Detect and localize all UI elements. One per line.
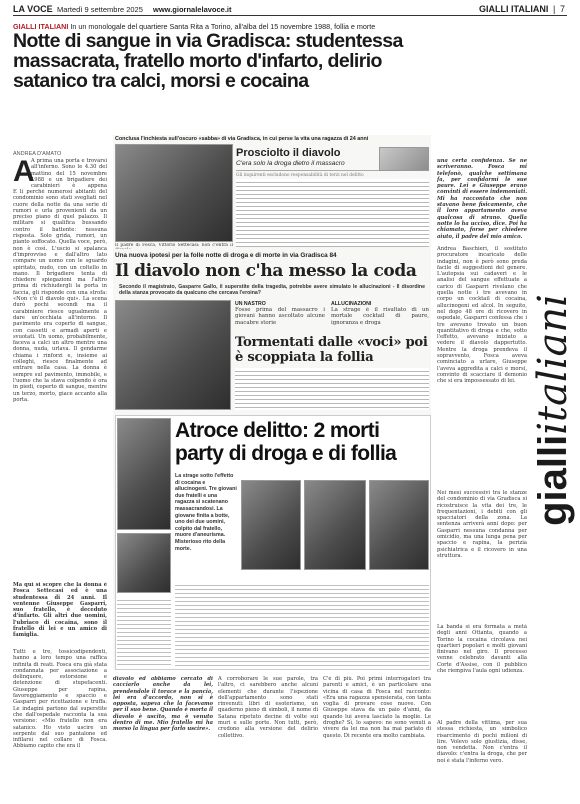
clipping-photo-5	[241, 480, 301, 570]
clipping-2-title: Il diavolo non c'ha messo la coda	[115, 261, 417, 281]
clipping-photo-1	[115, 144, 233, 242]
article-body-4b: Andrea Baschieri, il sostituto procuratore incaricato delle indagini, non è però sono preda facile di suggestioni del genere. L'autopsia sui cadaveri e le analisi del sangue effettuate a carico di Gasparri rivelano che quella notte i tre avevano in corpo un cocktail di cocaina, allucinogeni ed alcol. In seguito, nel dopo 48 ore di ricovero in ospedale, Gasparri confessa che i tre avevano trovato un buon quantitativo di droga e che, sotto l'effetto, avevano iniziato a vedere il diavolo dappertutto. Mentre la droga prendeva il sopravvento, Fosca aveva cominciato a urlare, Giuseppe l'aveva aggredita a calci e morsi, convinto di scacciare il demonio che si era impossessato di lei.	[437, 246, 527, 385]
article-body-2: diavolo ed abbiamo cercato di cacciarlo anche da lei, prendendole il torace e la pancia, lei era d'accordo, non si è opposta, sapeva che la facevamo per il suo bene. Quando è morta il diavolo è uscito, ma è venuto dentro di me. Mio fratello mi ha morso la lingua per farlo uscire».	[113, 676, 213, 733]
clipping-1-body-fill	[236, 179, 429, 247]
clipping-4-title: Atroce delitto: 2 morti party di droga e di follia	[175, 419, 397, 465]
clipping-photo-1-caption: Il padre di Fosca, Vittorio Settecasi: non c'entra il	[115, 243, 233, 248]
article-body-1c: Tutti e tre, tossicodipendenti, hanno a loro tempo una raffica infinita di reati. Fosca era già stata condannata per associazione a delinquere, estorsione e detenzione di stupefacenti. Giuseppe per rapina, favoreggiamento e spaccio e Gasparri per ricettazione e truffa. Le indagini partono dal superstite che dall'ospedale racconta la sua versione: «Mio fratello non era satanico. Ho visto uscire un serpente dal suo pantalone ed infilarsi nel collare di Fosca. Abbiamo capito che era il	[13, 649, 107, 750]
drop-cap: A	[13, 155, 35, 188]
clipping-photo-7	[369, 480, 429, 570]
article-body-4d: La banda si era formata a metà degli anni Ottanta, quando a Torino la cocaina circolava nei quartieri popolari e molti giovani finivano nel giro. Il processo venne celebrato davanti alla Corte d'Assise, con il pubblico che riempiva l'aula ogni udienza.	[437, 624, 527, 675]
clipping-photo-6	[304, 480, 366, 570]
headline: Notte di sangue in via Gradisca: studentessa massacrata, fratello morto d'infarto, delirio satanico tra calci, morsi e cocaina	[13, 30, 403, 92]
header-divider: |	[553, 4, 556, 14]
page-header	[13, 4, 567, 16]
clipping-3-kicker-1: UN NASTRO	[235, 301, 266, 307]
article-column-4	[437, 158, 527, 800]
clipping-1-title: Prosciolto il diavolo	[236, 147, 341, 159]
clipping-photo-3	[115, 300, 231, 410]
clipping-1-body: Gli inquirenti escludono responsabilità di terzi nel delitto	[236, 170, 429, 248]
clipping-3-sub-2: La strage è il risultato di un mortale cocktail di paure, ignoranza e droga	[331, 307, 429, 326]
clippings-collage	[113, 135, 431, 670]
page-number: 7	[560, 4, 566, 14]
article-body-4e: Al padre della vittima, per sua stessa richiesta, un simbolico risarcimento di pochi milioni di lire. Volevo solo giustizia, disse, non vendetta. Non c'entra il diavolo: c'entra la droga, che per noi è stata l'inferno vero.	[437, 720, 527, 764]
clipping-photo-2	[379, 147, 429, 171]
kicker-text: In un monologale del quartiere Santa Rita a Torino, all'alba del 15 novembre 1988, follia e morte	[70, 22, 376, 31]
article-lead: A prima una porta e trovarsi all'inferno. Sono le 4.30 del mattino del 15 novembre 1988 e un brigadiere dei carabinieri è appena	[31, 158, 107, 188]
byline: ANDREA D'AMATO	[13, 151, 62, 157]
clipping-2-subtitle: Secondo il magistrato, Gasparre Gallo, il superstite della tragedia, potrebbe avere simulato le allucinazioni - Il disordine della stanza provocato da qualcuno che cercava l'eroina?	[119, 284, 425, 297]
clipping-photo-4	[117, 418, 171, 530]
section-name: GIALLI ITALIANI	[479, 4, 549, 14]
clipping-3-sub-1: Fosse prima del massacro i giovani hanno ascoltato alcune macabre storie	[235, 307, 325, 326]
vertical-banner-top: gialli	[531, 434, 575, 526]
masthead: LA VOCE	[13, 4, 53, 14]
clipping-caption-top: Conclusa l'inchiesta sull'oscuro «sabba» di via Gradisca, in cui perse la vita una ragazza di 24 anni	[115, 136, 369, 142]
article-body-3: A corroborare le sue parole, tra l'altro, ci sarebbero anche alcuni elementi che durante l'ispezione dell'appartamento sono stati rinvenuti: libri di esoterismo, un quaderno pieno di simboli, il nome di Satana ripetuto decine di volte sui muri e sulle porte. Non tutti, però, credono alla versione del delirio collettivo.	[218, 676, 318, 739]
vertical-banner-text	[530, 294, 576, 526]
vertical-banner	[530, 22, 576, 798]
article-body-1: È lì perché numerosi abitanti del condominio sono stati svegliati nel cuore della notte da una serie di rumori e urla provenienti da un preciso piano di quel palazzo. Il militare si qualifica bussando contro il battente: nessuna risposta. Solo grida, rumori, un pianto soffocato. Quella voce, però, non è così. L'uscio si spalanca d'improvviso e dall'altro lato compare un uomo con le sguardo spiritato, nudo, con un coltello in mano. Il brigadiere tenta di chiedere spiegazioni ma l'altro prima di richiudergli la porta in faccia, gli risponde con una strofa: «Non c'è il diavolo qui». La scena durò pochi secondi ma il carabiniere riesce ugualmente a dare un'occhiata all'interno. Il pavimento era coperto di sangue, con cassetti e armadi aperti e svuotati. Un uomo, probabilmente, faceva a calci un altro mentre una donna, nuda, urlava. Il gendarme chiama i rinforzi e, insieme ai colleghi, riesce finalmente ad entrare nella casa. La donna è sempre sul pavimento, immobile, e l'uomo che la stava colpendo è ora in piedi, coperto di sangue, mentre un terzo, morto, giace accanto alla porta.	[13, 189, 107, 403]
article-body-3b: C'è di più. Poi primi interrogatori tra parenti e amici, è un particolare una vicina di casa di Fosca nel racconto: «Era una ragazza spensierata, con tanta voglia di provare cose nuove. Con Giuseppe stava da un paio d'anni, da quando lui aveva lasciato la moglie. Le droghe? Sì, lo sapevo: ne sono venuti a vivere da lei ma non ha mai parlato di questo. Di recente era molto cambiata.	[323, 676, 431, 739]
clipping-3-title: Tormentati dalle «voci» poi è scoppiata la follia	[235, 335, 428, 365]
article-body-4: una certa confidenza. Se ne scriveranno. Fosca mi telefonò, qualche settimana fa, per confidarmi le sue paure. Lei e Giuseppe erano convinti di essere indemoniati. Mi ha raccontato che non stavano bene fisicamente, che il loro appartamento aveva qualcosa di strano. Quella notte lo ha ucciso, dice. Poi ha chiamato, forse per chiedere aiuto, il padre del mio amico.	[437, 158, 527, 240]
clipping-4-side-fill	[117, 597, 171, 668]
clipping-photo-8	[117, 533, 171, 593]
article-column-1	[13, 155, 107, 800]
clipping-4-body-fill	[175, 582, 429, 668]
clipping-1-subtitle: C'era solo la droga dietro il massacro	[236, 160, 345, 167]
vertical-banner-bottom: italiani	[530, 294, 576, 435]
kicker-label: GIALLI ITALIANI	[13, 22, 69, 31]
clipping-3-kicker-2: ALLUCINAZIONI	[331, 301, 372, 307]
issue-date: Martedì 9 settembre 2025	[57, 5, 143, 14]
website[interactable]: www.giornalelavoce.it	[153, 5, 232, 14]
clipping-2-kicker: Una nuova ipotesi per la folle notte di droga e di morte in via Gradisca 84	[115, 252, 337, 259]
clipping-4-kicker: La strage sotto l'effetto di cocaina e allucinogeni. Tre giovani due fratelli e una ragazza si scatenano massacrandosi. La giovane finita a botte, uno dei due uomini, colpito dal fratello, muore d'aneurisma. Misterioso rito della morte.	[175, 473, 237, 552]
article-body-1b: Ma qui si scopre che la donna è Fosca Settecasi ed è una studentessa di 24 anni. Il ventenne Giuseppe Gasparri, suo fratello, è deceduto d'infarto. Gli altri due uomini, l'ubriaco di cocaina, sono il fratello di lei e un amico di famiglia.	[13, 582, 107, 639]
clipping-3-body-fill	[235, 368, 429, 410]
article-body-4c: Nei mesi successivi tra le stanze del condominio di via Gradisca si ricostruisce la vita dei tre, le frequentazioni, i debiti con gli spacciatori della zona. La sentenza arriverà anni dopo: per Gasparri nessuna condanna per omicidio, ma una lunga pena per spaccio e rapina, la perizia psichiatrica e il ricovero in una struttura.	[437, 490, 527, 559]
